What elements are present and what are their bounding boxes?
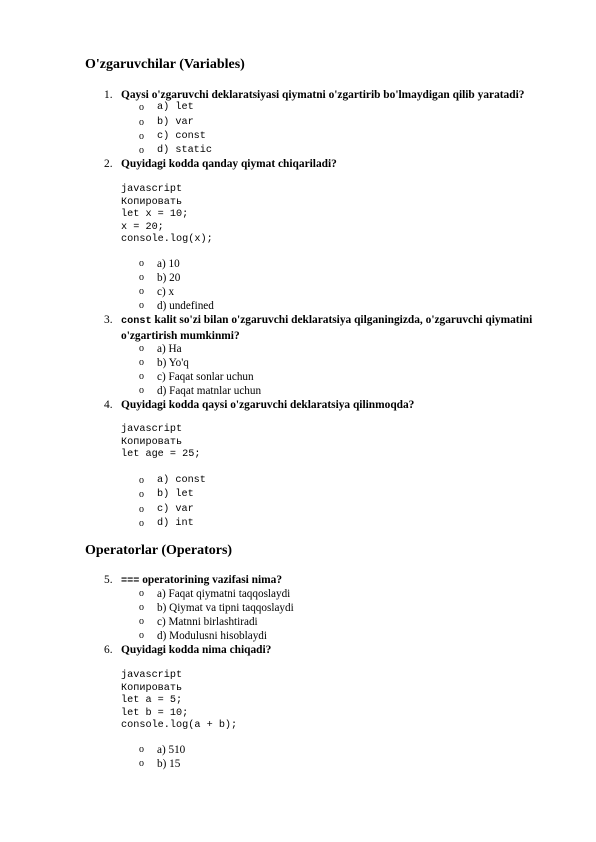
option-text: d) undefined — [157, 300, 214, 312]
code-line: let a = 5; — [121, 695, 183, 707]
code-line: console.log(a + b); — [121, 720, 238, 732]
option-text: a) 510 — [157, 744, 186, 756]
option-text: b) var — [157, 117, 194, 128]
bullet-icon: o — [139, 385, 144, 396]
question-text — [121, 313, 566, 344]
code-line: Копировать — [121, 682, 183, 694]
code-line: javascript — [121, 184, 183, 195]
question-number: 3. — [104, 314, 113, 326]
question-number: 6. — [104, 644, 113, 656]
question-text-rest: operatorining vazifasi nima? — [139, 574, 283, 586]
code-line: x = 20; — [121, 221, 164, 233]
code-block-2 — [121, 184, 213, 247]
option-text: d) static — [157, 145, 213, 156]
option-text: b) 20 — [157, 272, 181, 284]
option-text: d) Faqat matnlar uchun — [157, 385, 262, 397]
question-text: Quyidagi kodda qanday qiymat chiqariladi? — [121, 158, 337, 170]
option-text: b) Yo'q — [157, 357, 189, 369]
option-text: c) x — [157, 286, 175, 298]
question-number: 2. — [104, 158, 113, 170]
bullet-icon: o — [139, 258, 144, 269]
question-text: Quyidagi kodda nima chiqadi? — [121, 644, 272, 656]
bullet-icon: o — [139, 758, 144, 769]
bullet-icon: o — [139, 504, 144, 515]
code-line: javascript — [121, 670, 183, 681]
code-line: Копировать — [121, 196, 183, 208]
bullet-icon: o — [139, 300, 144, 311]
bullet-icon: o — [139, 131, 144, 142]
code-line: console.log(x); — [121, 234, 213, 246]
bullet-icon: o — [139, 357, 144, 368]
question-number: 4. — [104, 399, 113, 411]
section-heading-variables: O'zgaruvchilar (Variables) — [85, 57, 245, 72]
bullet-icon: o — [139, 630, 144, 641]
option-text: d) Modulusni hisoblaydi — [157, 630, 268, 642]
bullet-icon: o — [139, 475, 144, 486]
option-text: b) let — [157, 489, 194, 500]
question-text: Quyidagi kodda qaysi o'zgaruvchi deklaratsiya qilinmoqda? — [121, 399, 415, 411]
option-text: b) Qiymat va tipni taqqoslaydi — [157, 602, 294, 614]
option-text: b) 15 — [157, 758, 181, 770]
code-line: let age = 25; — [121, 449, 201, 461]
bullet-icon: o — [139, 343, 144, 354]
question-text-rest: kalit so'zi bilan o'zgaruvchi deklaratsiya qilganingizda, o'zgaruvchi qiymatini o'zgartirish mumkinmi? — [121, 314, 533, 342]
code-line: Копировать — [121, 436, 183, 448]
code-line: javascript — [121, 424, 183, 435]
option-text: a) Ha — [157, 343, 182, 355]
option-text: a) const — [157, 475, 206, 486]
bullet-icon: o — [139, 616, 144, 627]
code-keyword: === — [121, 576, 140, 587]
option-text: a) let — [157, 102, 194, 113]
code-keyword: const — [121, 316, 152, 327]
bullet-icon: o — [139, 272, 144, 283]
option-text: a) 10 — [157, 258, 180, 270]
bullet-icon: o — [139, 518, 144, 529]
code-block-6 — [121, 670, 237, 733]
option-text: c) Matnni birlashtiradi — [157, 616, 258, 628]
bullet-icon: o — [139, 588, 144, 599]
bullet-icon: o — [139, 102, 144, 113]
section-heading-operators: Operatorlar (Operators) — [85, 543, 233, 558]
option-text: c) var — [157, 504, 194, 515]
question-number: 1. — [104, 89, 113, 101]
code-line: let b = 10; — [121, 707, 189, 719]
question-text: Qaysi o'zgaruvchi deklaratsiyasi qiymatni o'zgartirib bo'lmaydigan qilib yaratadi? — [121, 89, 525, 101]
option-text: c) const — [157, 131, 206, 142]
option-text: c) Faqat sonlar uchun — [157, 371, 254, 383]
code-line: let x = 10; — [121, 209, 189, 221]
option-text: d) int — [157, 518, 194, 529]
bullet-icon: o — [139, 744, 144, 755]
bullet-icon: o — [139, 286, 144, 297]
bullet-icon: o — [139, 489, 144, 500]
option-text: a) Faqat qiymatni taqqoslaydi — [157, 588, 291, 600]
bullet-icon: o — [139, 145, 144, 156]
bullet-icon: o — [139, 117, 144, 128]
question-number: 5. — [104, 574, 113, 586]
bullet-icon: o — [139, 602, 144, 613]
bullet-icon: o — [139, 371, 144, 382]
code-block-4 — [121, 424, 200, 462]
